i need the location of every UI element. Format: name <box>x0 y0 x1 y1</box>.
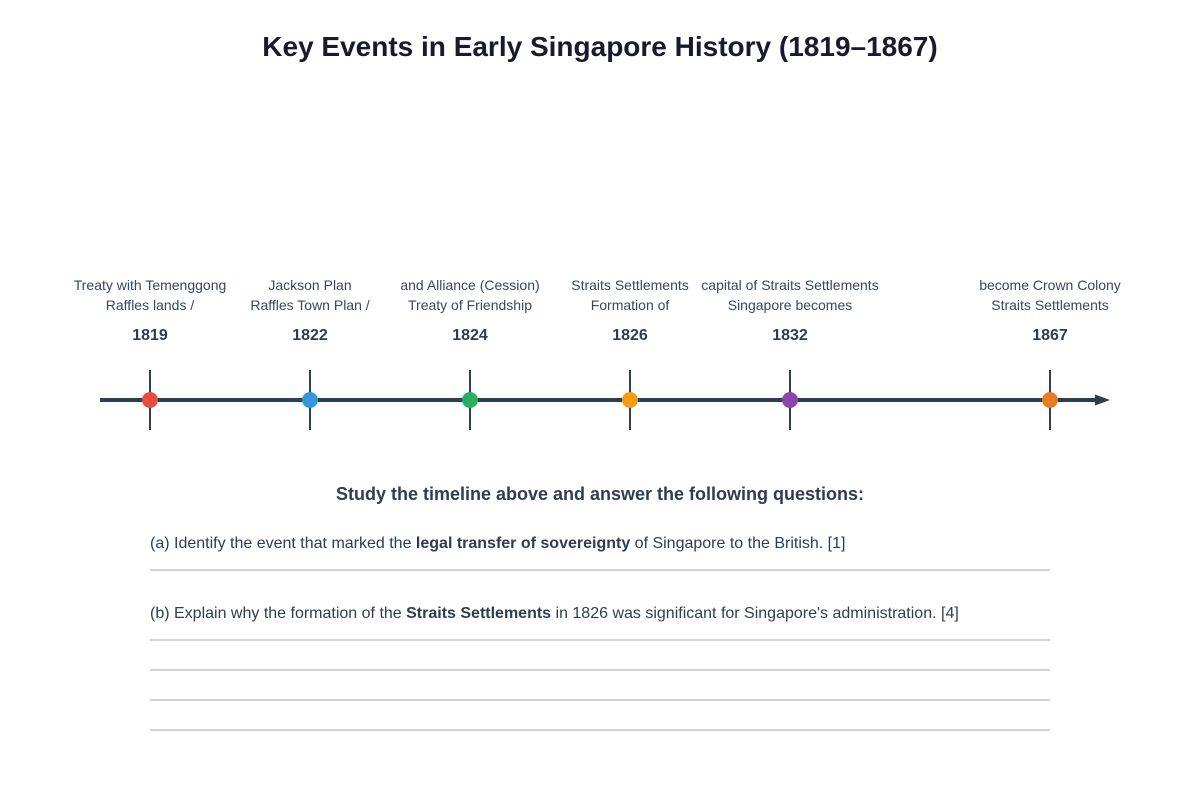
question-a-emphasis: legal transfer of sovereignty <box>415 535 631 552</box>
event-marker-1867 <box>1042 392 1058 408</box>
event-year-1819: 1819 <box>132 327 168 344</box>
instruction-text: Study the timeline above and answer the following questions: <box>335 484 865 504</box>
event-marker-1826 <box>622 392 638 408</box>
event-label-line2-1819: Raffles lands / <box>105 297 195 313</box>
question-a <box>150 535 1050 553</box>
timeline-arrowhead <box>1095 395 1110 406</box>
question-b-prefix: (b) Explain why the formation of the <box>150 605 407 622</box>
question-b-suffix: in 1826 was significant for Singapore's administration. [4] <box>551 605 959 622</box>
event-label-line1-1824: and Alliance (Cession) <box>400 277 540 293</box>
answer-line-b3[interactable] <box>150 699 1050 701</box>
event-year-1826: 1826 <box>612 327 648 344</box>
event-label-line1-1819: Treaty with Temenggong <box>73 277 227 293</box>
event-label-line1-1867: become Crown Colony <box>979 277 1121 293</box>
answer-line-a1[interactable] <box>150 569 1050 571</box>
event-label-line2-1832: Singapore becomes <box>727 297 853 313</box>
question-b <box>150 605 1050 623</box>
question-b-emphasis: Straits Settlements <box>406 605 552 622</box>
answer-line-b2[interactable] <box>150 669 1050 671</box>
event-year-1832: 1832 <box>772 327 808 344</box>
event-label-line2-1824: Treaty of Friendship <box>408 297 532 313</box>
question-a-prefix: (a) Identify the event that marked the <box>150 535 416 552</box>
event-label-line1-1826: Straits Settlements <box>571 277 689 293</box>
event-label-line1-1822: Jackson Plan <box>268 277 352 293</box>
page-title: Key Events in Early Singapore History (1819–1867) <box>262 31 938 62</box>
event-year-1824: 1824 <box>452 327 488 344</box>
event-marker-1832 <box>782 392 798 408</box>
event-label-line2-1826: Formation of <box>590 297 670 313</box>
event-marker-1819 <box>142 392 158 408</box>
question-a-suffix: of Singapore to the British. [1] <box>630 535 846 552</box>
answer-line-b1[interactable] <box>150 639 1050 641</box>
event-label-line2-1822: Raffles Town Plan / <box>250 297 370 313</box>
event-marker-1822 <box>302 392 318 408</box>
event-year-1867: 1867 <box>1032 327 1068 344</box>
answer-line-b4[interactable] <box>150 729 1050 731</box>
event-label-line2-1867: Straits Settlements <box>991 297 1109 313</box>
event-label-line1-1832: capital of Straits Settlements <box>701 277 879 293</box>
timeline-events <box>74 277 1121 430</box>
event-year-1822: 1822 <box>292 327 328 344</box>
event-marker-1824 <box>462 392 478 408</box>
